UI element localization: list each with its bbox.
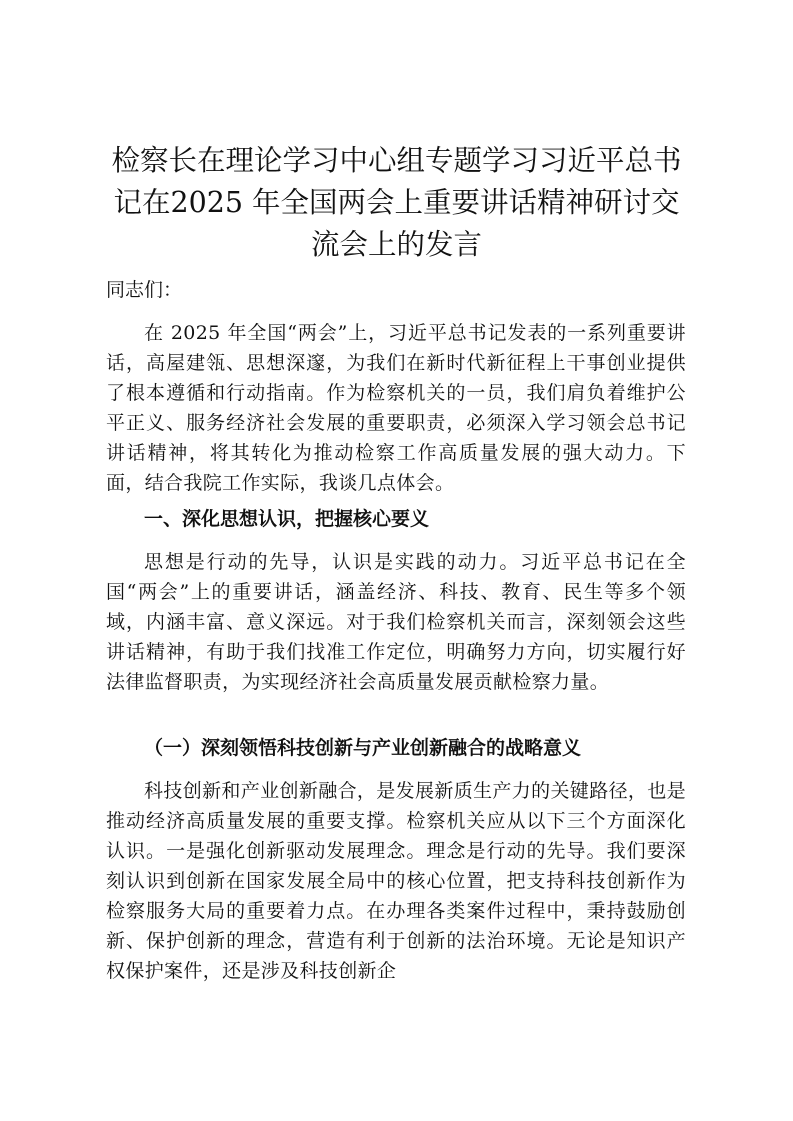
subsection-heading-1: （一）深刻领悟科技创新与产业创新融合的战略意义: [144, 737, 582, 759]
document-title: 检察长在理论学习中心组专题学习习近平总书记在2025 年全国两会上重要讲话精神研讨交流会上的发言: [111, 144, 682, 261]
body-paragraph-1: 在 2025 年全国“两会”上，习近平总书记发表的一系列重要讲话，高屋建瓴、思想深邃，为我们在新时代新征程上干事创业提供了根本遵循和行动指南。作为检察机关的一员，我们肩负着维护公平正义、服务经济社会发展的重要职责，必须深入学习领会总书记讲话精神，将其转化为推动检察工作高质量发展的强大动力。下面，结合我院工作实际，我谈几点体会。: [106, 322, 686, 494]
body-paragraph-2: 思想是行动的先导，认识是实践的动力。习近平总书记在全国“两会”上的重要讲话，涵盖经济、科技、教育、民生等多个领域，内涵丰富、意义深远。对于我们检察机关而言，深刻领会这些讲话精神，有助于我们找准工作定位，明确努力方向，切实履行好法律监督职责，为实现经济社会高质量发展贡献检察力量。: [106, 551, 686, 693]
body-paragraph-3: 科技创新和产业创新融合，是发展新质生产力的关键路径，也是推动经济高质量发展的重要支撑。检察机关应从以下三个方面深化认识。一是强化创新驱动发展理念。理念是行动的先导。我们要深刻认识到创新在国家发展全局中的核心位置，把支持科技创新作为检察服务大局的重要着力点。在办理各类案件过程中，秉持鼓励创新、保护创新的理念，营造有利于创新的法治环境。无论是知识产权保护案件，还是涉及科技创新企: [106, 780, 686, 982]
salutation: 同志们：: [106, 279, 183, 301]
section-heading-1: 一、深化思想认识，把握核心要义: [144, 508, 430, 530]
